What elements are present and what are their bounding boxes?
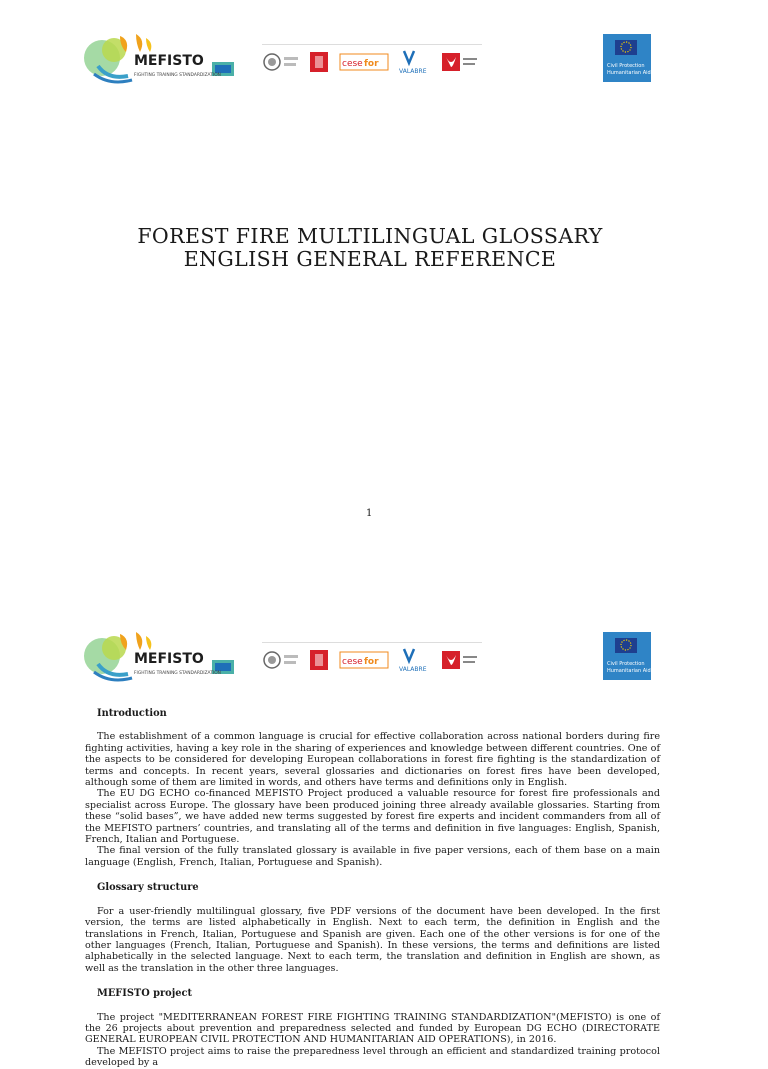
intro-paragraph-2: The EU DG ECHO co-financed MEFISTO Project produced a valuable resource for forest fire professionals and specialist across Europe. The glossary have been produced joining three already available glossaries. Starting from these “solid bases”, we have added new terms suggested by forest fire experts and incident commanders from all of the MEFISTO partners’ countries, and translating all of the terms and definition in five languages: English, Spanish, French, Italian and Portuguese. xyxy=(85,788,660,846)
document-title-line1: FOREST FIRE MULTILINGUAL GLOSSARY xyxy=(137,224,603,248)
document-body xyxy=(85,708,660,1069)
svg-text:cese: cese xyxy=(342,59,363,69)
svg-text:Humanitarian Aid: Humanitarian Aid xyxy=(607,70,651,76)
logo-header xyxy=(0,28,768,98)
partner-logos-strip xyxy=(262,642,482,677)
eu-civil-protection-logo xyxy=(603,632,651,680)
intro-paragraph-3: The final version of the fully translated glossary is available in five paper versions, each of them base on a main language (English, French, Italian, Portuguese and Spanish). xyxy=(85,845,660,868)
mefisto-logo-text: MEFISTO xyxy=(134,53,204,69)
svg-text:Civil Protection: Civil Protection xyxy=(607,63,645,69)
svg-text:Humanitarian Aid: Humanitarian Aid xyxy=(607,668,651,674)
svg-text:VALABRE: VALABRE xyxy=(399,68,427,75)
logo-header xyxy=(0,626,768,696)
glossary-structure-heading: Glossary structure xyxy=(97,882,199,894)
mefisto-logo-text: MEFISTO xyxy=(134,651,204,667)
structure-paragraph: For a user-friendly multilingual glossary, five PDF versions of the document have been developed. In the first version, the terms are listed alphabetically in English. Next to each term, the definition in English and the translations in French, Italian, Portuguese and Spanish are given. Each one of the other versions is for one of the other languages (French, Italian, Portuguese and Spanish). In these versions, the terms and definitions are listed alphabetically in the selected language. Next to each term, the translation and definition in English are shown, as well as the translation in the other three languages. xyxy=(85,905,660,974)
page-2 xyxy=(0,610,768,1069)
project-paragraph-1: The project "MEDITERRANEAN FOREST FIRE FIGHTING TRAINING STANDARDIZATION"(MEFISTO) is one of the 26 projects about prevention and preparedness selected and funded by European DG ECHO (DIRECTORATE GENERAL EUROPEAN CIVIL PROTECTION AND HUMANITARIAN AID OPERATIONS), in 2016. xyxy=(85,1011,660,1046)
introduction-heading: Introduction xyxy=(97,708,167,719)
mefisto-logo xyxy=(80,626,240,688)
eu-civil-protection-logo xyxy=(603,34,651,82)
svg-text:for: for xyxy=(364,657,379,667)
intro-paragraph-1: The establishment of a common language is crucial for effective collaboration across national borders during fire fighting activities, having a key role in the sharing of experiences and knowledge between different countries. One of the aspects to be considered for developing European collaborations in forest fire fighting is the standardization of terms and concepts. In recent years, several glossaries and dictionaries on forest fires have been developed, although some of them are limited in words, and others have terms and definitions only in English. xyxy=(85,731,660,789)
valabre-logo xyxy=(404,51,414,63)
mefisto-project-heading: MEFISTO project xyxy=(97,988,192,1000)
valabre-logo xyxy=(404,649,414,661)
project-paragraph-2: The MEFISTO project aims to raise the preparedness level through an efficient and standardized training protocol developed by a xyxy=(85,1045,660,1069)
svg-text:cese: cese xyxy=(342,657,363,667)
mefisto-logo xyxy=(80,28,240,90)
page-number: 1 xyxy=(366,508,373,519)
mefisto-logo-subtitle: FIGHTING TRAINING STANDARDIZATION xyxy=(134,73,221,78)
svg-text:VALABRE: VALABRE xyxy=(399,666,427,673)
document-title-line2: ENGLISH GENERAL REFERENCE xyxy=(183,247,557,271)
svg-text:Civil Protection: Civil Protection xyxy=(607,661,645,667)
partner-logos-strip xyxy=(262,44,482,79)
mefisto-logo-subtitle: FIGHTING TRAINING STANDARDIZATION xyxy=(134,671,221,676)
svg-text:for: for xyxy=(364,59,379,69)
